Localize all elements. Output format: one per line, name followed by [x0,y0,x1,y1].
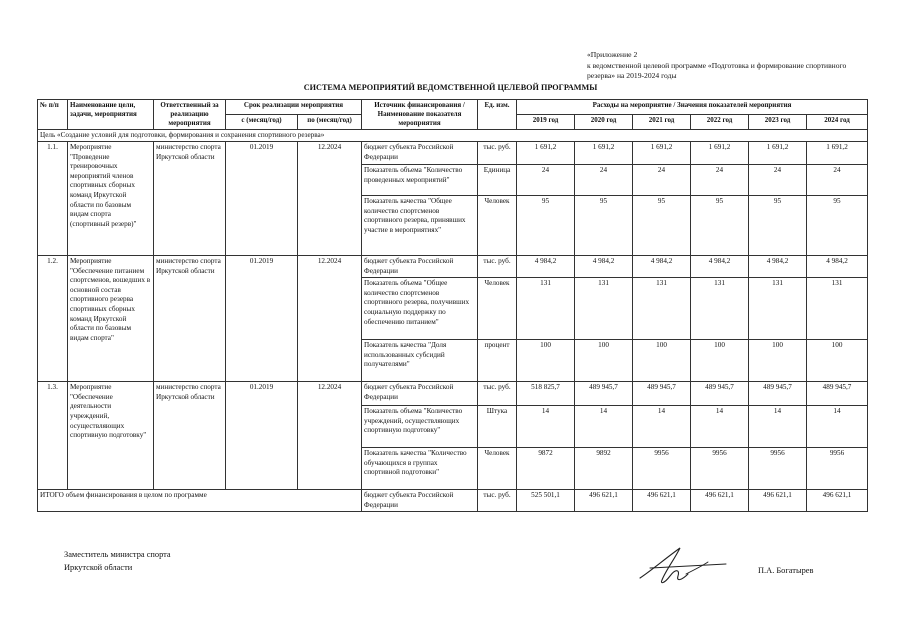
row-value: 1 691,2 [575,142,633,165]
row-value: 9872 [517,448,575,490]
row-source: Показатель объема "Общее количество спортсменов спортивного резерва, получивших социальную поддержку по обеспечению питанием" [362,278,478,340]
measure-from: 01.2019 [226,142,298,256]
row-value: 4 984,2 [575,256,633,278]
total-value: 496 621,1 [749,490,807,512]
header-name: Наименование цели, задачи, мероприятия [68,100,154,130]
header-unit: Ед. изм. [478,100,517,130]
row-value: 95 [691,196,749,256]
row-value: 95 [807,196,868,256]
appendix-line-2: к ведомственной целевой программе «Подготовка и формирование спортивного [587,60,847,70]
header-from: с (месяц/год) [226,115,298,130]
row-value: 24 [575,165,633,196]
row-value: 14 [691,406,749,448]
measure-num: 1.3. [38,382,68,490]
header-to: по (месяц/год) [298,115,362,130]
header-expenses: Расходы на мероприятие / Значения показателей мероприятия [517,100,868,115]
signatory-position-line-1: Заместитель министра спорта [64,550,171,559]
measure-name: Мероприятие "Проведение тренировочных мероприятий членов спортивных сборных команд Иркутской области по базовым видам спорта (спортивный резерв)" [68,142,154,256]
row-source: Показатель качества "Доля использованных субсидий получателями" [362,340,478,382]
measure-num: 1.1. [38,142,68,256]
row-value: 1 691,2 [749,142,807,165]
row-value: 14 [807,406,868,448]
row-value: 131 [575,278,633,340]
measure-to: 12.2024 [298,256,362,382]
row-value: 100 [807,340,868,382]
row-value: 14 [517,406,575,448]
row-value: 24 [807,165,868,196]
measures-table [37,99,868,512]
row-value: 9956 [633,448,691,490]
header-year: 2019 год [517,115,575,130]
row-value: 489 945,7 [633,382,691,406]
measure-to: 12.2024 [298,382,362,490]
header-responsible: Ответственный за реализацию мероприятия [154,100,226,130]
row-value: 131 [633,278,691,340]
row-unit: процент [478,340,517,382]
appendix-line-1: «Приложение 2 [587,50,638,59]
row-source: бюджет субъекта Российской Федерации [362,142,478,165]
signatory-position-line-2: Иркутской области [64,563,133,572]
measure-responsible: министерство спорта Иркутской области [154,256,226,382]
table-row [38,256,868,278]
total-unit: тыс. руб. [478,490,517,512]
appendix-line-3: резерва» на 2019-2024 годы [587,71,677,80]
row-value: 24 [749,165,807,196]
row-value: 4 984,2 [691,256,749,278]
row-value: 1 691,2 [691,142,749,165]
total-row [38,490,868,512]
row-unit: тыс. руб. [478,256,517,278]
row-source: бюджет субъекта Российской Федерации [362,256,478,278]
header-source: Источник финансирования / Наименование показателя мероприятия [362,100,478,130]
row-value: 131 [749,278,807,340]
measure-num: 1.2. [38,256,68,382]
row-value: 24 [691,165,749,196]
header-year: 2022 год [691,115,749,130]
row-value: 95 [749,196,807,256]
row-value: 489 945,7 [575,382,633,406]
header-year: 2024 год [807,115,868,130]
row-value: 9956 [749,448,807,490]
row-value: 100 [575,340,633,382]
header-year: 2021 год [633,115,691,130]
row-source: Показатель качества "Общее количество спортсменов спортивного резерва, принявших участие в мероприятиях" [362,196,478,256]
row-value: 9892 [575,448,633,490]
row-source: Показатель объема "Количество проведенных мероприятий" [362,165,478,196]
row-value: 131 [807,278,868,340]
row-value: 95 [575,196,633,256]
document-title: СИСТЕМА МЕРОПРИЯТИЙ ВЕДОМСТВЕННОЙ ЦЕЛЕВОЙ ПРОГРАММЫ [303,83,598,92]
table-row [38,382,868,406]
handwritten-signature [622,540,742,590]
total-value: 496 621,1 [807,490,868,512]
signatory-name: П.А. Богатырев [758,566,814,575]
row-value: 95 [633,196,691,256]
row-value: 489 945,7 [807,382,868,406]
row-unit: Единица [478,165,517,196]
header-period: Срок реализации мероприятия [226,100,362,115]
signatory-position [64,548,171,574]
measure-name: Мероприятие "Обеспечение деятельности учреждений, осуществляющих спортивную подготовку" [68,382,154,490]
row-unit: тыс. руб. [478,382,517,406]
row-unit: Штука [478,406,517,448]
appendix-note [587,50,887,82]
row-value: 95 [517,196,575,256]
row-value: 14 [749,406,807,448]
row-unit: Человек [478,278,517,340]
measure-from: 01.2019 [226,256,298,382]
row-unit: Человек [478,196,517,256]
row-value: 100 [749,340,807,382]
row-value: 100 [633,340,691,382]
goal-row [38,130,868,142]
header-year: 2020 год [575,115,633,130]
row-value: 1 691,2 [517,142,575,165]
row-value: 4 984,2 [633,256,691,278]
measure-to: 12.2024 [298,142,362,256]
row-value: 1 691,2 [807,142,868,165]
total-value: 496 621,1 [633,490,691,512]
table-row [38,142,868,165]
row-value: 100 [691,340,749,382]
row-value: 4 984,2 [749,256,807,278]
row-source: Показатель качества "Количество обучающихся в группах спортивной подготовки" [362,448,478,490]
row-value: 9956 [807,448,868,490]
row-value: 489 945,7 [749,382,807,406]
row-source: Показатель объема "Количество учреждений, осуществляющих спортивную подготовку" [362,406,478,448]
total-value: 525 501,1 [517,490,575,512]
goal-text: Цель «Создание условий для подготовки, формирования и сохранения спортивного резерва» [38,130,868,142]
row-value: 9956 [691,448,749,490]
measure-from: 01.2019 [226,382,298,490]
measure-name: Мероприятие "Обеспечение питанием спортсменов, вошедших в основной состав спортивного резерва спортивных сборных команд Иркутской области по базовым видам спорта" [68,256,154,382]
total-label: ИТОГО объем финансирования в целом по программе [38,490,362,512]
row-value: 14 [575,406,633,448]
header-year: 2023 год [749,115,807,130]
row-value: 518 825,7 [517,382,575,406]
row-value: 131 [691,278,749,340]
header-row-1 [38,100,868,115]
row-value: 24 [633,165,691,196]
row-value: 131 [517,278,575,340]
measure-responsible: министерство спорта Иркутской области [154,382,226,490]
total-value: 496 621,1 [575,490,633,512]
total-value: 496 621,1 [691,490,749,512]
row-value: 1 691,2 [633,142,691,165]
header-num: № п/п [38,100,68,130]
row-unit: Человек [478,448,517,490]
row-value: 4 984,2 [807,256,868,278]
row-value: 4 984,2 [517,256,575,278]
row-source: бюджет субъекта Российской Федерации [362,382,478,406]
row-value: 489 945,7 [691,382,749,406]
row-unit: тыс. руб. [478,142,517,165]
row-value: 24 [517,165,575,196]
measure-responsible: министерство спорта Иркутской области [154,142,226,256]
total-source: бюджет субъекта Российской Федерации [362,490,478,512]
row-value: 100 [517,340,575,382]
row-value: 14 [633,406,691,448]
